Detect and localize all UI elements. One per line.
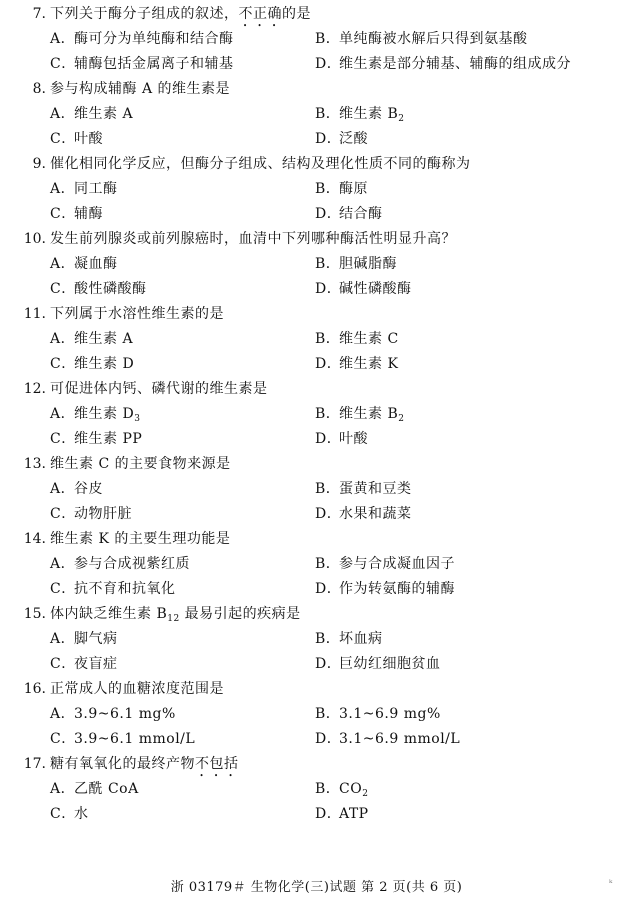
question-17 <box>0 752 633 827</box>
option-c: C．动物肝脏 <box>50 506 132 522</box>
option-d: D．维生素 K <box>315 356 399 372</box>
question-number: 7. <box>32 6 46 22</box>
option-a: A．维生素 A <box>50 106 134 122</box>
question-14 <box>0 527 633 602</box>
option-c: C．水 <box>50 806 89 822</box>
option-d: D．碱性磷酸酶 <box>315 281 412 297</box>
option-b: B．维生素 C <box>315 331 399 347</box>
option-a: A．3.9~6.1 mg% <box>50 706 176 722</box>
question-stem: 参与构成辅酶 A 的维生素是 <box>50 81 231 97</box>
option-b: B．坏血病 <box>315 631 383 647</box>
question-number: 15. <box>23 606 46 622</box>
question-stem: 可促进体内钙、磷代谢的维生素是 <box>50 381 268 397</box>
option-a: A．乙酰 CoA <box>50 781 139 797</box>
question-number: 17. <box>23 756 46 772</box>
question-number: 12. <box>23 381 46 397</box>
question-stem: 发生前列腺炎或前列腺癌时，血清中下列哪种酶活性明显升高？ <box>50 231 456 247</box>
question-7 <box>0 2 633 77</box>
option-c: C．维生素 D <box>50 356 135 372</box>
option-d: D．ATP <box>315 806 369 822</box>
option-b: B．$CO_2$ <box>315 781 369 799</box>
question-stem: 维生素 K 的主要生理功能是 <box>50 531 231 547</box>
option-b: B．维生素 $B_2$ <box>315 406 405 424</box>
option-b: B．3.1~6.9 mg% <box>315 706 441 722</box>
option-b: B．维生素 $B_2$ <box>315 106 405 124</box>
option-d: D．3.1~6.9 mmol/L <box>315 731 461 747</box>
option-c: C．抗不育和抗氧化 <box>50 581 176 597</box>
question-10 <box>0 227 633 302</box>
question-16 <box>0 677 633 752</box>
question-stem: 下列属于水溶性维生素的是 <box>50 306 224 322</box>
option-b: B．参与合成凝血因子 <box>315 556 455 572</box>
option-d: D．维生素是部分辅基、辅酶的组成成分 <box>315 56 571 72</box>
option-b: B．单纯酶被水解后只得到氨基酸 <box>315 31 528 47</box>
option-a: A．凝血酶 <box>50 256 118 272</box>
option-a: A．谷皮 <box>50 481 103 497</box>
question-number: 8. <box>32 81 46 97</box>
option-c: C．辅酶包括金属离子和辅基 <box>50 56 234 72</box>
option-d: D．作为转氨酶的辅酶 <box>315 581 455 597</box>
question-number: 10. <box>23 231 46 247</box>
question-11 <box>0 302 633 377</box>
option-d: D．结合酶 <box>315 206 383 222</box>
subscript: 12 <box>167 614 180 624</box>
subscript: 3 <box>134 414 141 424</box>
question-number: 14. <box>23 531 46 547</box>
option-c: C．维生素 PP <box>50 431 143 447</box>
option-b: B．蛋黄和豆类 <box>315 481 412 497</box>
option-d: D．巨幼红细胞贫血 <box>315 656 441 672</box>
option-a: A．参与合成视紫红质 <box>50 556 190 572</box>
page-footer: 浙 03179＃ 生物化学(三)试题 第 2 页(共 6 页) <box>170 880 463 895</box>
option-b: B．胆碱脂酶 <box>315 256 397 272</box>
subscript: 2 <box>398 414 405 424</box>
subscript: 2 <box>362 789 369 799</box>
emphasis-text: 不包括 <box>195 756 239 772</box>
option-a: A．维生素 A <box>50 331 134 347</box>
emphasis-text: 不正确 <box>238 6 282 22</box>
question-stem: 催化相同化学反应，但酶分子组成、结构及理化性质不同的酶称为 <box>50 156 471 172</box>
option-d: D．叶酸 <box>315 431 368 447</box>
question-stem: 正常成人的血糖浓度范围是 <box>50 681 224 697</box>
option-c: C．酸性磷酸酶 <box>50 281 147 297</box>
question-13 <box>0 452 633 527</box>
question-list <box>0 2 633 827</box>
option-c: C．夜盲症 <box>50 656 118 672</box>
option-d: D．泛酸 <box>315 131 368 147</box>
option-a: A．同工酶 <box>50 181 118 197</box>
subscript: 2 <box>398 114 405 124</box>
question-8 <box>0 77 633 152</box>
option-a: A．维生素 $D_3$ <box>50 406 141 424</box>
question-stem: 体内缺乏维生素 $B_{12}$ 最易引起的疾病是 <box>50 606 301 624</box>
question-stem: 糖有氧氧化的最终产物不包括 <box>50 756 239 772</box>
question-number: 11. <box>23 306 46 322</box>
question-number: 13. <box>23 456 46 472</box>
option-d: D．水果和蔬菜 <box>315 506 412 522</box>
question-9 <box>0 152 633 227</box>
option-b: B．酶原 <box>315 181 368 197</box>
corner-mark: ᵏ <box>609 879 613 889</box>
option-c: C．辅酶 <box>50 206 103 222</box>
question-15 <box>0 602 633 677</box>
question-stem: 下列关于酶分子组成的叙述，不正确的是 <box>50 6 311 22</box>
option-c: C．叶酸 <box>50 131 103 147</box>
option-a: A．脚气病 <box>50 631 118 647</box>
question-number: 9. <box>32 156 46 172</box>
question-12 <box>0 377 633 452</box>
option-a: A．酶可分为单纯酶和结合酶 <box>50 31 234 47</box>
question-stem: 维生素 C 的主要食物来源是 <box>50 456 231 472</box>
option-c: C．3.9~6.1 mmol/L <box>50 731 196 747</box>
question-number: 16. <box>23 681 46 697</box>
